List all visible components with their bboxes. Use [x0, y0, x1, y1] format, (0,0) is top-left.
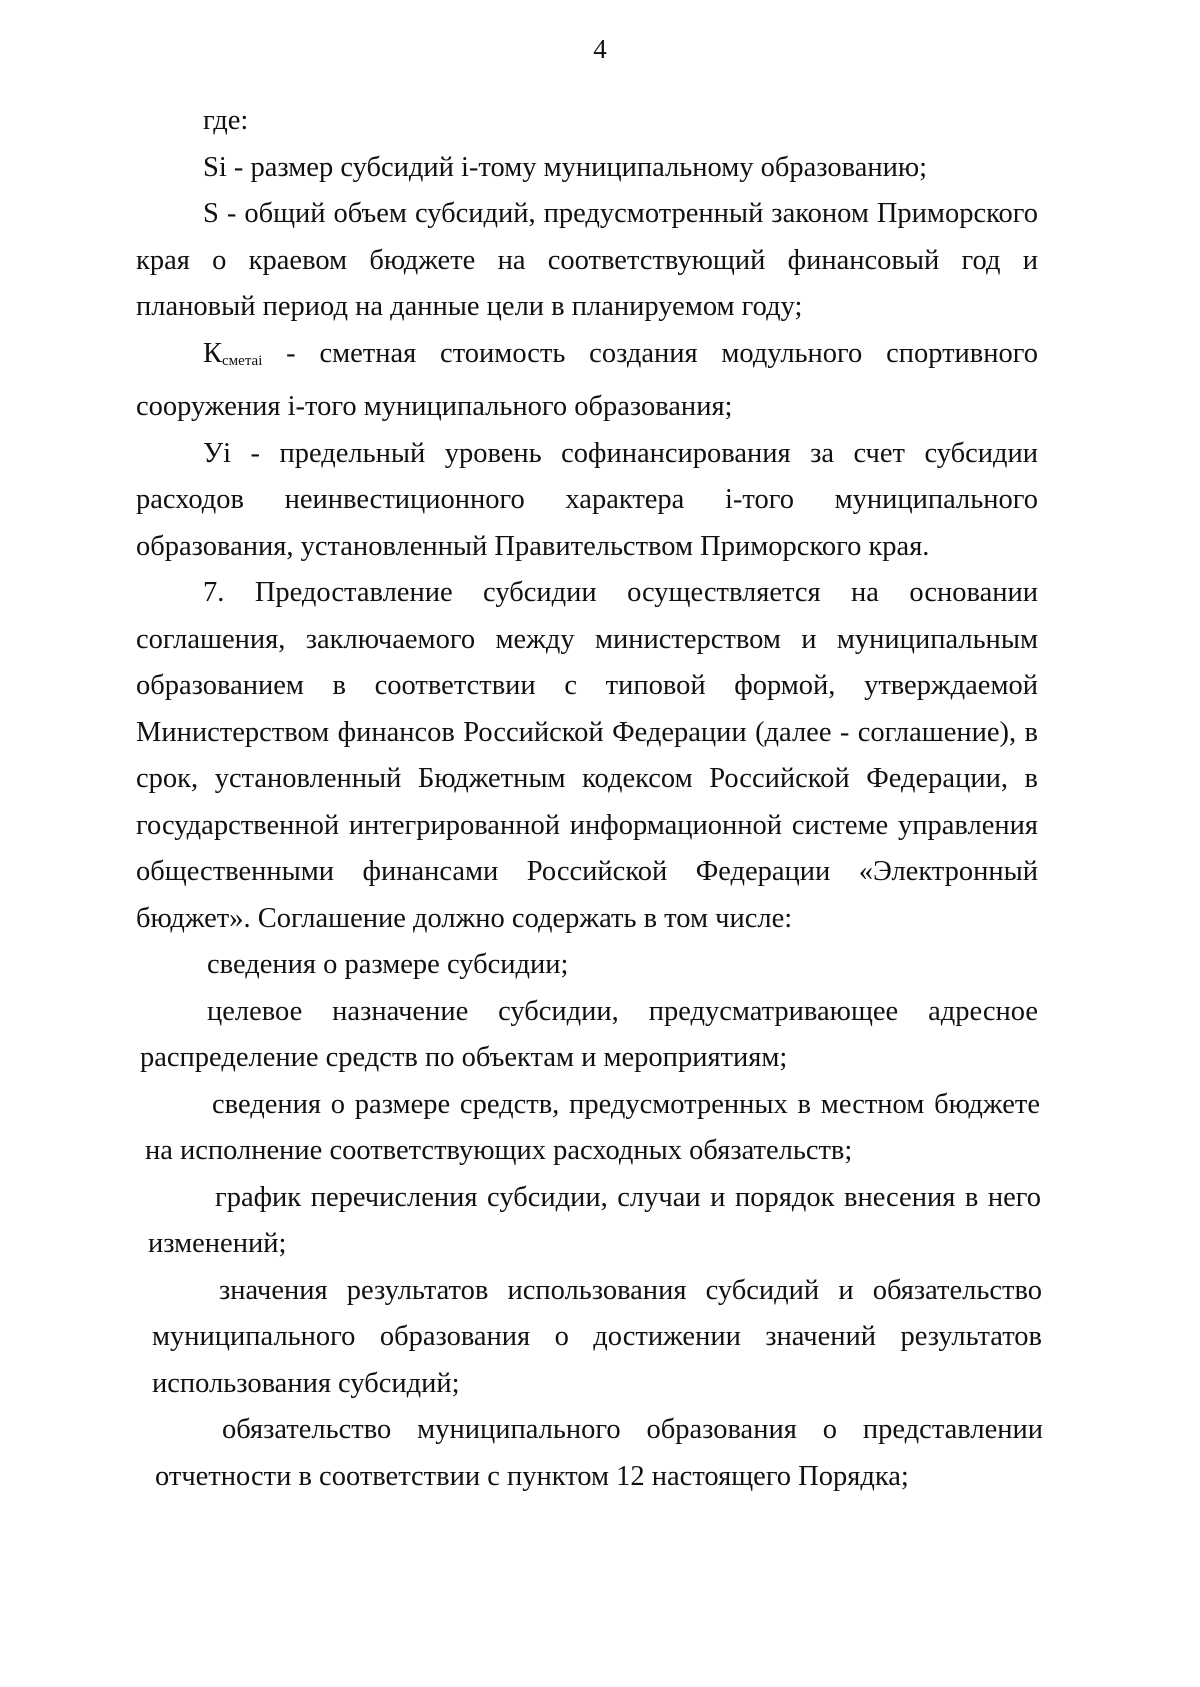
list-item: сведения о размере средств, предусмотренных в местном бюджете на исполнение соответствующих расходных обязательств;	[145, 1088, 1040, 1166]
list-item: график перечисления субсидии, случаи и порядок внесения в него изменений;	[148, 1181, 1041, 1259]
list-item: целевое назначение субсидии, предусматривающее адресное распределение средств по объектам и мероприятиям;	[140, 995, 1038, 1073]
s-definition: S - общий объем субсидий, предусмотренный законом Приморского края о краевом бюджете на соответствующий финансовый год и плановый период на данные цели в планируемом году;	[136, 198, 1038, 322]
k-definition-text: - сметная стоимость создания модульного спортивного сооружения i-того муниципального образования;	[136, 337, 1038, 422]
yi-definition: Уi - предельный уровень софинансирования за счет субсидии расходов неинвестиционного характера i-того муниципального образования, установленный Правительством Приморского края.	[136, 437, 1038, 562]
page-number: 4	[593, 34, 607, 64]
list-item: значения результатов использования субсидий и обязательство муниципального образования о достижении значений результатов использования субсидий;	[152, 1274, 1042, 1399]
list-item: обязательство муниципального образования о представлении отчетности в соответствии с пунктом 12 настоящего Порядка;	[155, 1414, 1043, 1492]
k-subscript: сметаi	[222, 352, 263, 369]
k-symbol: К	[203, 337, 223, 369]
si-definition: Si - размер субсидий i-тому муниципальному образованию;	[203, 151, 928, 183]
list-item: сведения о размере субсидии;	[207, 949, 569, 980]
document-body	[0, 98, 1200, 1500]
paragraph-7: 7. Предоставление субсидии осуществляется на основании соглашения, заключаемого между министерством и муниципальным образованием в соответствии с типовой формой, утверждаемой Министерством финансов Российской Федерации (далее - соглашение), в срок, установленный Бюджетным кодексом Российской Федерации, в государственной интегрированной информационной системе управления общественными финансами Российской Федерации «Электронный бюджет». Соглашение должно содержать в том числе:	[136, 577, 1038, 934]
k-definition	[136, 331, 1038, 431]
where-label: где:	[203, 105, 249, 136]
